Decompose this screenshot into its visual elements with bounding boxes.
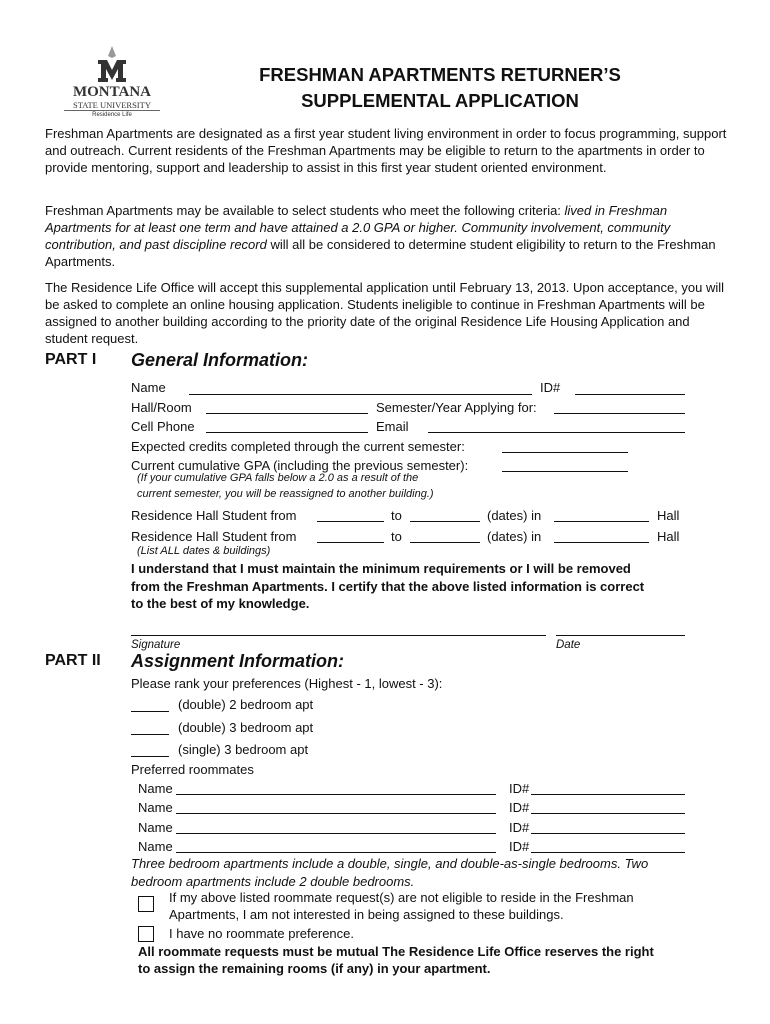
university-logo — [64, 44, 160, 120]
part1-heading: General Information: — [131, 350, 309, 370]
roommate-id-label-4: ID# — [509, 839, 530, 854]
email-field[interactable] — [428, 432, 685, 433]
m-logo-icon — [92, 44, 132, 84]
check2-label: I have no roommate preference. — [169, 926, 354, 941]
hall-label-2: Hall — [657, 529, 680, 544]
roommate-name-field-1[interactable] — [176, 794, 496, 795]
certify-line-3: to the best of my knowledge. — [131, 596, 310, 611]
gpa-label: Current cumulative GPA (including the previous semester): — [131, 458, 469, 473]
name-label: Name — [131, 380, 166, 395]
p2-text: Freshman Apartments may be available to select students who meet the following criteria: — [45, 203, 565, 218]
roommate-name-label-3: Name — [138, 820, 173, 835]
residence-from-field-2[interactable] — [317, 542, 384, 543]
title-line-1: FRESHMAN APARTMENTS RETURNER’S — [259, 64, 621, 85]
check1-line-1: If my above listed roommate request(s) are not eligible to reside in the Freshman — [169, 890, 634, 905]
final-note-2: to assign the remaining rooms (if any) in your apartment. — [138, 961, 491, 976]
roommate-name-label-4: Name — [138, 839, 173, 854]
roommate-id-field-4[interactable] — [531, 852, 685, 853]
to-label-1: to — [391, 508, 402, 523]
residence-from-label-2: Residence Hall Student from — [131, 529, 297, 544]
gpa-note-1: (If your cumulative GPA falls below a 2.0 as a result of the — [137, 472, 419, 484]
p2-criteria: lived in Freshman Apartments for at least one term and have attained a 2.0 GPA or higher. Community involvement, community contribution, and past discipline record — [45, 203, 671, 252]
hall-label-1: Hall — [657, 508, 680, 523]
signature-field[interactable] — [131, 635, 546, 636]
list-dates-note: (List ALL dates & buildings) — [137, 545, 271, 557]
roommates-label: Preferred roommates — [131, 762, 254, 777]
bedroom-info-2: bedroom apartments include 2 double bedrooms. — [131, 874, 415, 889]
intro-paragraph-3: The Residence Life Office will accept this supplemental application until February 13, 2013. Upon acceptance, you will be asked to complete an online housing application. Students ineligible to continue in Freshman Apartments will be assigned to another building according to the priority date of the original Residence Life Housing Application and student request. — [45, 280, 725, 346]
credits-field[interactable] — [502, 452, 628, 453]
dates-in-label-2: (dates) in — [487, 529, 542, 544]
part2-label: PART II — [45, 652, 101, 669]
roommate-id-label-1: ID# — [509, 781, 530, 796]
check1-line-2: Apartments, I am not interested in being assigned to these buildings. — [169, 907, 564, 922]
semester-field[interactable] — [554, 413, 685, 414]
roommate-id-field-2[interactable] — [531, 813, 685, 814]
roommate-id-field-1[interactable] — [531, 794, 685, 795]
date-field[interactable] — [556, 635, 685, 636]
dates-in-label-1: (dates) in — [487, 508, 542, 523]
not-interested-checkbox[interactable] — [138, 896, 154, 912]
residence-hall-field-2[interactable] — [554, 542, 649, 543]
part2-heading: Assignment Information: — [131, 651, 345, 671]
residence-to-field-1[interactable] — [410, 521, 480, 522]
logo-unit: Residence Life — [92, 112, 132, 118]
email-label: Email — [376, 419, 409, 434]
gpa-field[interactable] — [502, 471, 628, 472]
hall-room-field[interactable] — [206, 413, 368, 414]
part1-label: PART I — [45, 351, 97, 368]
credits-label: Expected credits completed through the current semester: — [131, 439, 465, 454]
logo-msu: STATE UNIVERSITY — [64, 100, 160, 111]
id-label: ID# — [540, 380, 561, 395]
rank-field-2[interactable] — [131, 734, 169, 735]
roommate-id-label-2: ID# — [509, 800, 530, 815]
rank-field-1[interactable] — [131, 711, 169, 712]
roommate-id-field-3[interactable] — [531, 833, 685, 834]
residence-to-field-2[interactable] — [410, 542, 480, 543]
roommate-name-label-2: Name — [138, 800, 173, 815]
roommate-name-label-1: Name — [138, 781, 173, 796]
final-note-1: All roommate requests must be mutual The Residence Life Office reserves the right — [138, 944, 654, 959]
gpa-note-2: current semester, you will be reassigned to another building.) — [137, 488, 434, 500]
rank-prompt: Please rank your preferences (Highest - 1, lowest - 3): — [131, 676, 443, 691]
roommate-name-field-2[interactable] — [176, 813, 496, 814]
page-title — [250, 62, 630, 114]
no-preference-checkbox[interactable] — [138, 926, 154, 942]
roommate-id-label-3: ID# — [509, 820, 530, 835]
residence-from-field-1[interactable] — [317, 521, 384, 522]
option-1: (double) 2 bedroom apt — [178, 697, 314, 712]
title-line-2: SUPPLEMENTAL APPLICATION — [301, 90, 579, 111]
date-label: Date — [556, 639, 581, 651]
name-field[interactable] — [189, 394, 532, 395]
option-3: (single) 3 bedroom apt — [178, 742, 309, 757]
residence-hall-field-1[interactable] — [554, 521, 649, 522]
roommate-name-field-3[interactable] — [176, 833, 496, 834]
intro-paragraph-1: Freshman Apartments are designated as a first year student living environment in order to focus programming, support and outreach. Current residents of the Freshman Apartments may be eligible to return to the apartments in order to provide mentoring, support and leadership to assist in this first year student oriented environment. — [45, 126, 727, 175]
certify-line-1: I understand that I must maintain the minimum requirements or I will be removed — [131, 561, 631, 576]
logo-montana: MONTANA — [72, 84, 152, 100]
residence-from-label-1: Residence Hall Student from — [131, 508, 297, 523]
bedroom-info-1: Three bedroom apartments include a double, single, and double-as-single bedrooms. Two — [131, 856, 649, 871]
signature-label: Signature — [131, 639, 181, 651]
certify-line-2: from the Freshman Apartments. I certify that the above listed information is correct — [131, 579, 645, 594]
rank-field-3[interactable] — [131, 756, 169, 757]
intro-paragraph-2 — [45, 202, 733, 270]
semester-label: Semester/Year Applying for: — [376, 400, 537, 415]
id-field[interactable] — [575, 394, 685, 395]
roommate-name-field-4[interactable] — [176, 852, 496, 853]
to-label-2: to — [391, 529, 402, 544]
cell-phone-label: Cell Phone — [131, 419, 195, 434]
hall-room-label: Hall/Room — [131, 400, 192, 415]
option-2: (double) 3 bedroom apt — [178, 720, 314, 735]
p2-text-end: will all be considered to determine student eligibility to return to the Freshman Apartments. — [45, 237, 716, 269]
cell-phone-field[interactable] — [206, 432, 368, 433]
